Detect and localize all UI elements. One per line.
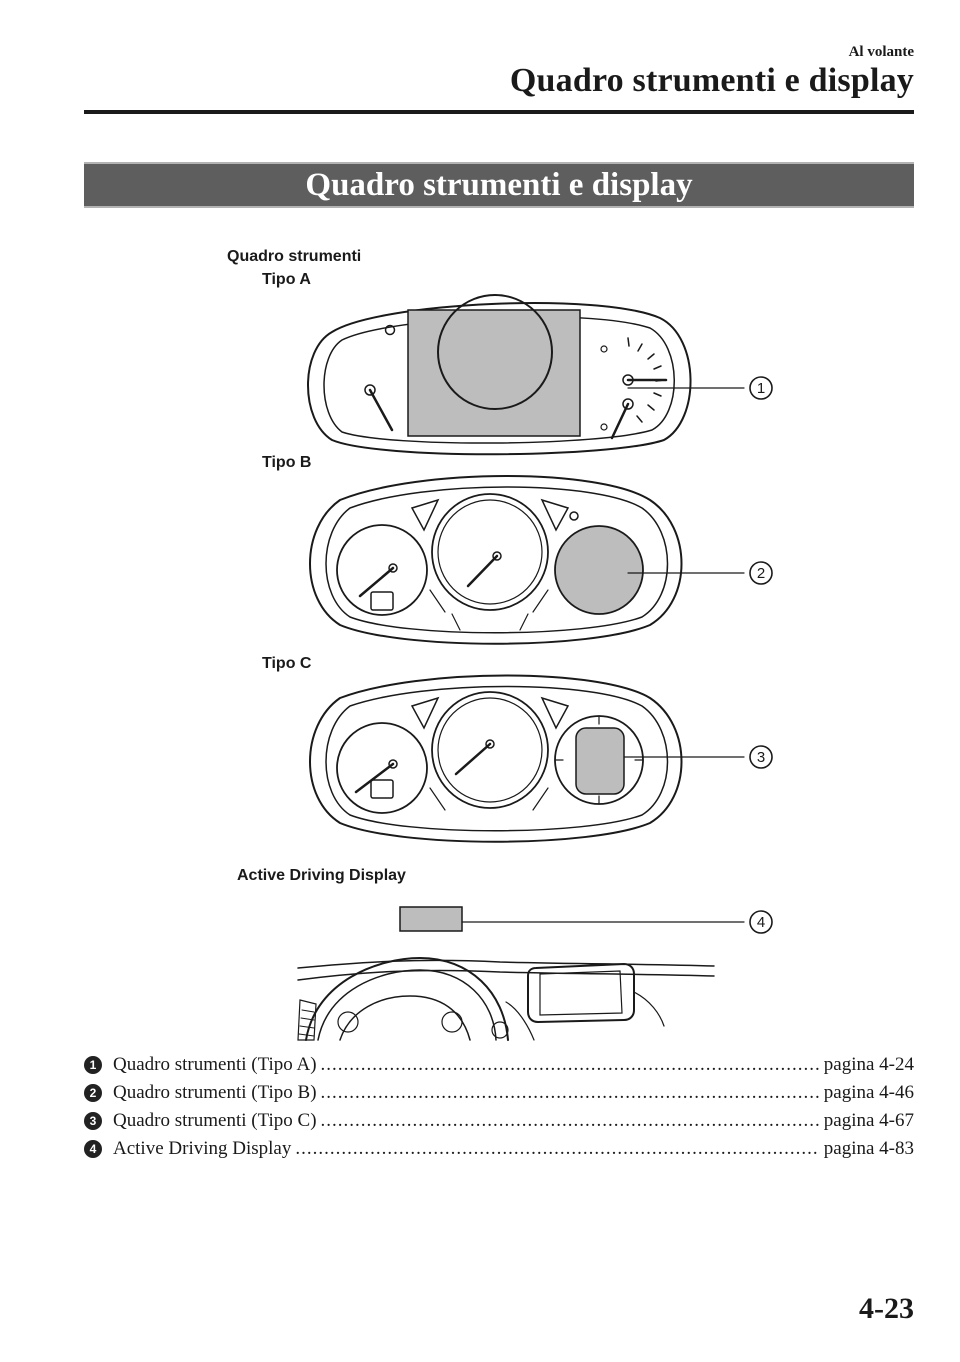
toc-number: 1: [84, 1056, 102, 1074]
label-type-a: Tipo A: [262, 271, 311, 288]
toc-page: pagina 4-83: [823, 1138, 914, 1159]
highlight-display-c: [576, 728, 624, 794]
label-adp: Active Driving Display: [237, 867, 406, 884]
toc-text: Quadro strumenti (Tipo A): [113, 1054, 317, 1075]
toc-entry: [84, 1082, 914, 1104]
toc-number: 2: [84, 1084, 102, 1102]
label-cluster: Quadro strumenti: [227, 248, 362, 265]
callout-1: 1: [756, 380, 766, 397]
page-number: 4-23: [859, 1292, 914, 1325]
label-type-b: Tipo B: [262, 454, 312, 471]
toc-entry: [84, 1054, 914, 1076]
callout-3: 3: [756, 749, 766, 766]
cluster-type-a: [308, 295, 744, 454]
header-title: Quadro strumenti e display: [509, 62, 914, 99]
toc-leader: [321, 1110, 820, 1132]
toc-leader: [321, 1054, 820, 1076]
cluster-type-c: [310, 676, 744, 842]
toc-entry: [84, 1110, 914, 1132]
toc-text: Quadro strumenti (Tipo C): [113, 1110, 317, 1131]
toc-page: pagina 4-24: [823, 1054, 914, 1075]
header-section: Al volante: [848, 44, 914, 60]
toc-text: Active Driving Display: [113, 1138, 292, 1159]
cluster-type-b: [310, 476, 744, 644]
display-screen: [408, 310, 580, 436]
toc-entry: [84, 1138, 914, 1160]
label-type-c: Tipo C: [262, 655, 312, 672]
highlight-adp: [400, 907, 462, 931]
toc-number: 3: [84, 1112, 102, 1130]
highlight-gauge-b: [555, 526, 643, 614]
toc-number: 4: [84, 1140, 102, 1158]
callout-circles: [750, 377, 772, 933]
dashboard-adp: [298, 907, 744, 1040]
section-banner: Quadro strumenti e display: [84, 162, 914, 208]
toc-page: pagina 4-46: [823, 1082, 914, 1103]
callout-4: 4: [756, 914, 766, 931]
toc-leader: [321, 1082, 820, 1104]
toc-text: Quadro strumenti (Tipo B): [113, 1082, 317, 1103]
toc-leader: [295, 1138, 819, 1160]
callout-2: 2: [756, 565, 766, 582]
toc-page: pagina 4-67: [823, 1110, 914, 1131]
